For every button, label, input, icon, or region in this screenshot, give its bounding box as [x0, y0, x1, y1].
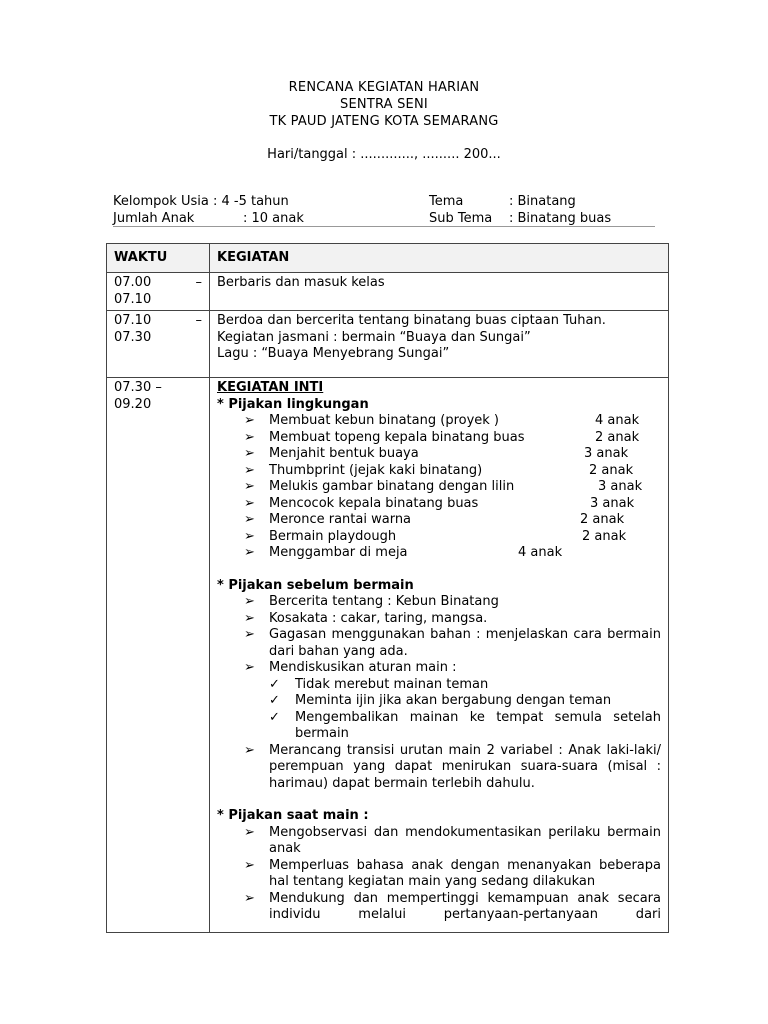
pijakan-sebelum-list-2 [217, 743, 661, 793]
arrow-bullet-icon: ➢ [244, 627, 255, 642]
pijakan-lingkungan-list [217, 413, 661, 562]
check-icon: ✓ [269, 693, 280, 708]
item-text: Gagasan menggunakan bahan : menjelaskan cara bermain dari bahan yang ada. [269, 627, 661, 659]
arrow-bullet-icon: ➢ [244, 857, 255, 873]
list-item [217, 627, 661, 660]
item-text: Kosakata : cakar, taring, mangsa. [269, 610, 488, 626]
time-end: 07.10 [114, 291, 152, 307]
list-item [217, 512, 661, 529]
subtema-value: : Binatang buas [509, 211, 612, 226]
date-line: Hari/tanggal : ............., ......... 200... [267, 147, 501, 162]
arrow-bullet-icon: ➢ [244, 545, 255, 560]
table-header-row [107, 244, 669, 273]
time-start: 07.00 [114, 275, 152, 290]
meta-divider [113, 226, 655, 227]
item-text: Thumbprint (jejak kaki binatang) [269, 462, 483, 478]
list-item [217, 677, 661, 694]
kegiatan-inti-heading: KEGIATAN INTI [217, 380, 324, 395]
list-item [217, 413, 661, 430]
title-line-3: TK PAUD JATENG KOTA SEMARANG [269, 114, 499, 129]
item-text: Merancang transisi urutan main 2 variabel : Anak laki-laki/ perempuan yang dapat menirukan suara-suara (misal : harimau) dapat bermain terlebih dahulu. [269, 742, 661, 791]
list-item [217, 660, 661, 677]
document-title [0, 79, 768, 130]
item-text: Mendukung dan mempertinggi kemampuan anak secara individu melalui pertanyaan-pertanyaan dari [269, 890, 661, 922]
title-line-2: SENTRA SENI [340, 97, 428, 112]
schedule-table [106, 243, 669, 933]
list-item [217, 693, 661, 710]
header-waktu: WAKTU [107, 244, 210, 273]
list-item [217, 496, 661, 513]
time-dash: – [195, 275, 202, 290]
table-row [107, 378, 669, 933]
list-item [217, 446, 661, 463]
item-count: 2 anak [580, 512, 625, 527]
kelompok-value: : 4 -5 tahun [212, 194, 289, 209]
item-count: 2 anak [595, 429, 640, 445]
kelompok-label: Kelompok Usia [113, 194, 209, 209]
list-item [217, 545, 661, 562]
activity-line: Kegiatan jasmani : bermain “Buaya dan Sungai” [217, 329, 531, 345]
list-item [217, 858, 661, 891]
arrow-bullet-icon: ➢ [244, 528, 255, 544]
subtema-label: Sub Tema [429, 211, 493, 226]
check-icon: ✓ [269, 676, 280, 692]
item-text: Mencocok kepala binatang buas [269, 495, 479, 511]
arrow-bullet-icon: ➢ [244, 413, 255, 428]
pijakan-saat-main-list [217, 825, 661, 924]
kelompok-usia [113, 193, 429, 210]
item-count: 3 anak [598, 479, 643, 494]
time-dash: – [195, 313, 202, 328]
jumlah-value: : 10 anak [243, 211, 304, 226]
check-icon: ✓ [269, 709, 280, 725]
item-text: Bercerita tentang : Kebun Binatang [269, 594, 499, 609]
activity-line: Berdoa dan bercerita tentang binatang buas ciptaan Tuhan. [217, 313, 606, 328]
list-item [217, 710, 661, 743]
tema-label: Tema [429, 194, 464, 209]
item-text: Meminta ijin jika akan bergabung dengan teman [295, 693, 612, 708]
list-item [217, 430, 661, 447]
time-end: 07.30 [114, 329, 152, 345]
list-item [217, 825, 661, 858]
arrow-bullet-icon: ➢ [244, 610, 255, 626]
arrow-bullet-icon: ➢ [244, 462, 255, 478]
item-text: Menjahit bentuk buaya [269, 446, 419, 461]
aturan-main-list [217, 677, 661, 743]
time-end: 09.20 [114, 396, 152, 412]
list-item [217, 891, 661, 924]
pijakan-lingkungan-heading: * Pijakan lingkungan [217, 396, 369, 412]
time-start: 07.30 – [114, 380, 162, 395]
jumlah-anak [113, 210, 429, 227]
item-count: 4 anak [518, 545, 563, 560]
pijakan-sebelum-list [217, 594, 661, 677]
list-item [217, 743, 661, 793]
item-count: 2 anak [589, 462, 634, 478]
arrow-bullet-icon: ➢ [244, 446, 255, 461]
item-text: Membuat kebun binatang (proyek ) [269, 413, 500, 428]
list-item [217, 594, 661, 611]
arrow-bullet-icon: ➢ [244, 429, 255, 445]
item-text: Melukis gambar binatang dengan lilin [269, 479, 515, 494]
item-text: Mendiskusikan aturan main : [269, 660, 457, 675]
table-row [107, 311, 669, 378]
tema-value: : Binatang [509, 194, 576, 209]
arrow-bullet-icon: ➢ [244, 594, 255, 609]
arrow-bullet-icon: ➢ [244, 824, 255, 840]
arrow-bullet-icon: ➢ [244, 512, 255, 527]
list-item [217, 529, 661, 546]
item-text: Menggambar di meja [269, 545, 408, 560]
item-text: Mengembalikan mainan ke tempat semula setelah bermain [295, 709, 661, 741]
item-text: Meronce rantai warna [269, 512, 412, 527]
item-text: Bermain playdough [269, 528, 397, 544]
item-count: 3 anak [584, 446, 629, 461]
list-item [217, 479, 661, 496]
jumlah-label: Jumlah Anak [113, 211, 195, 226]
pijakan-sebelum-heading: * Pijakan sebelum bermain [217, 577, 414, 593]
arrow-bullet-icon: ➢ [244, 890, 255, 906]
activity-line: Lagu : “Buaya Menyebrang Sungai” [217, 346, 450, 361]
arrow-bullet-icon: ➢ [244, 660, 255, 675]
item-count: 4 anak [595, 413, 640, 428]
list-item [217, 463, 661, 480]
time-start: 07.10 [114, 313, 152, 328]
list-item [217, 611, 661, 628]
activity-line: Berbaris dan masuk kelas [217, 275, 385, 290]
item-text: Membuat topeng kepala binatang buas [269, 429, 525, 445]
sub-tema [429, 210, 611, 227]
item-count: 2 anak [582, 528, 627, 544]
meta-block [113, 193, 655, 227]
item-text: Mengobservasi dan mendokumentasikan perilaku bermain anak [269, 824, 661, 856]
pijakan-saat-main-heading: * Pijakan saat main : [217, 808, 369, 823]
title-line-1: RENCANA KEGIATAN HARIAN [288, 80, 480, 95]
arrow-bullet-icon: ➢ [244, 742, 255, 758]
item-text: Memperluas bahasa anak dengan menanyakan beberapa hal tentang kegiatan main yang sedang dilakukan [269, 857, 661, 889]
header-kegiatan: KEGIATAN [210, 244, 669, 273]
table-row [107, 273, 669, 311]
item-count: 3 anak [590, 495, 635, 511]
arrow-bullet-icon: ➢ [244, 479, 255, 494]
arrow-bullet-icon: ➢ [244, 495, 255, 511]
tema [429, 193, 576, 210]
item-text: Tidak merebut mainan teman [295, 676, 489, 692]
